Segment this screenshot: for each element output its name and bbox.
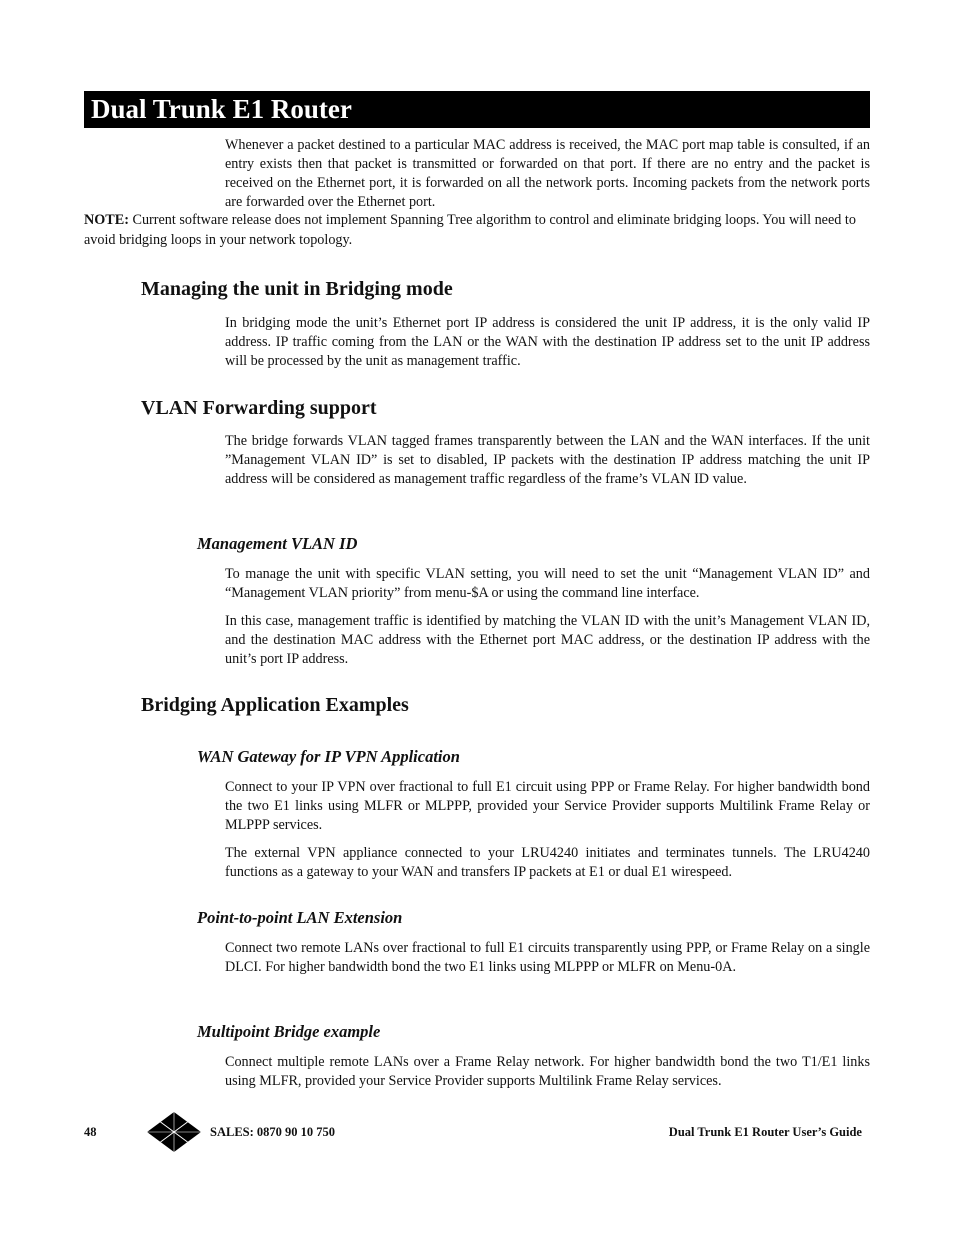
note-text: Current software release does not implement Spanning Tree algorithm to control and eliminate bridging loops. You will need to avoid bridging loops in your network topology. (84, 212, 856, 248)
heading-wan-gateway: WAN Gateway for IP VPN Application (197, 747, 460, 766)
p2p-paragraph: Connect two remote LANs over fractional to full E1 circuits transparently using PPP, or Frame Relay on a single DLCI. For higher bandwidth bond the two E1 links using MLPPP or MLFR on Menu-0A. (225, 940, 870, 975)
heading-multipoint-bridge: Multipoint Bridge example (197, 1022, 381, 1041)
mgmt-vlan-paragraph-2: In this case, management traffic is identified by matching the VLAN ID with the unit’s Management VLAN ID, and the destination MAC address with the Ethernet port MAC address, or the destination IP address with the unit’s port IP address. (225, 613, 870, 667)
vlan-paragraph: The bridge forwards VLAN tagged frames transparently between the LAN and the WAN interfaces. If the unit ”Management VLAN ID” is set to disabled, IP packets with the destination IP address matching the unit IP address will be considered as management traffic regardless of the frame’s VLAN ID value. (225, 433, 870, 487)
mgmt-vlan-paragraph-1: To manage the unit with specific VLAN setting, you will need to set the unit “Management VLAN ID” and “Management VLAN priority” from menu-$A or using the command line interface. (225, 566, 870, 601)
heading-managing-bridging: Managing the unit in Bridging mode (141, 278, 453, 300)
heading-management-vlan-id: Management VLAN ID (197, 534, 358, 553)
managing-paragraph: In bridging mode the unit’s Ethernet port IP address is considered the unit IP address, it is the only valid IP address. IP traffic coming from the LAN or the WAN with the destination IP address set to the unit IP address will be processed by the unit as management traffic. (225, 315, 870, 369)
multipoint-paragraph: Connect multiple remote LANs over a Frame Relay network. For higher bandwidth bond the two T1/E1 links using MLFR, provided your Service Provider supports Multilink Frame Relay services. (225, 1054, 870, 1089)
page-title-bar (84, 91, 870, 128)
guide-title: Dual Trunk E1 Router User’s Guide (668, 1125, 862, 1139)
heading-vlan-forwarding: VLAN Forwarding support (141, 397, 377, 419)
heading-bridging-examples: Bridging Application Examples (141, 694, 409, 716)
intro-paragraph: Whenever a packet destined to a particular MAC address is received, the MAC port map table is consulted, if an entry exists then that packet is transmitted or forwarded on that port. If there are no entry and the packet is received on the Ethernet port, it is forwarded on all the network ports. Incoming packets from the network ports are forwarded over the Ethernet port. (225, 137, 870, 210)
wan-gateway-paragraph-1: Connect to your IP VPN over fractional to full E1 circuit using PPP or Frame Relay. For higher bandwidth bond the two E1 links using MLFR or MLPPP, provided your Service Provider supports Multilink Frame Relay or MLPPP services. (225, 779, 870, 833)
wan-gateway-paragraph-2: The external VPN appliance connected to your LRU4240 initiates and terminates tunnels. The LRU4240 functions as a gateway to your WAN and transfers IP packets at E1 or dual E1 wirespeed. (225, 845, 870, 880)
black-box-diamond-logo-icon (147, 1112, 201, 1152)
page-title: Dual Trunk E1 Router (91, 94, 352, 124)
sales-phone: SALES: 0870 90 10 750 (210, 1125, 336, 1139)
note-paragraph (84, 210, 870, 250)
heading-p2p-lan-extension: Point-to-point LAN Extension (197, 908, 403, 927)
page-number: 48 (84, 1125, 97, 1139)
note-label: NOTE: (84, 212, 129, 228)
